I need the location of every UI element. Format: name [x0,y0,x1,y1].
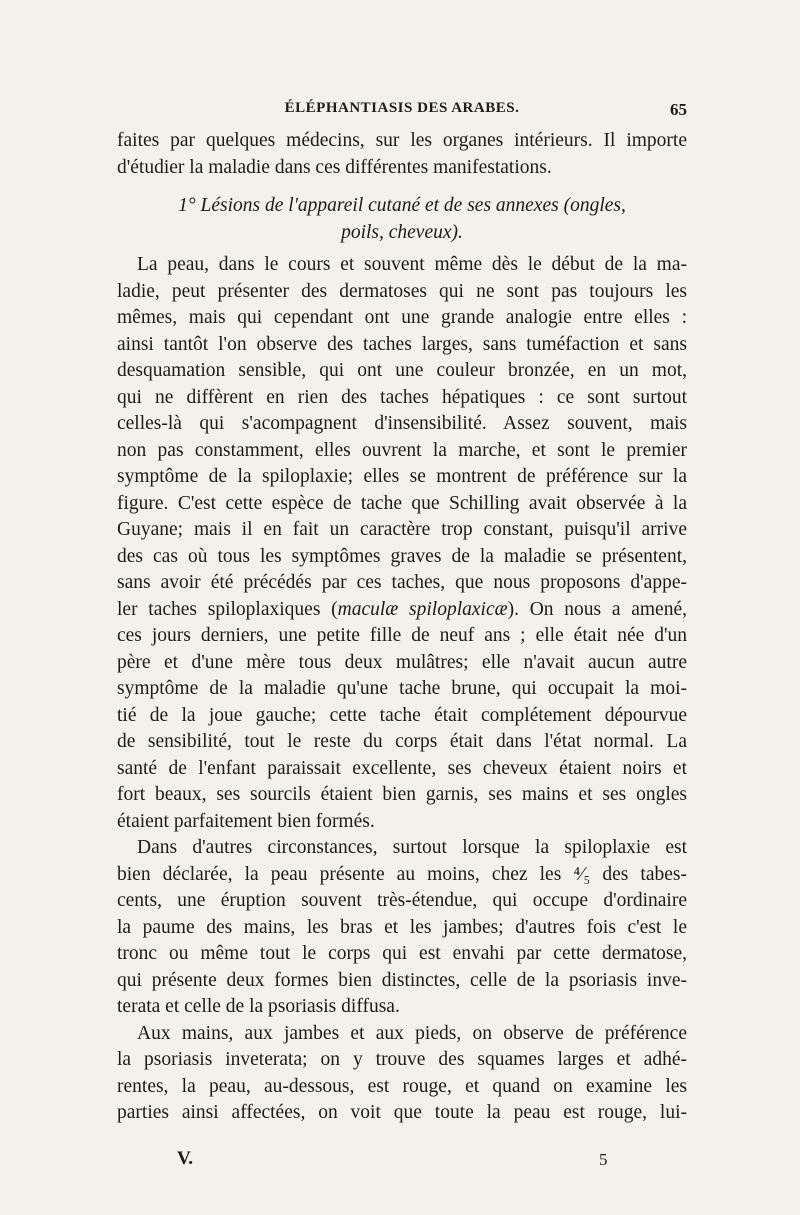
text-line: fort beaux, ses sourcils étaient bien garnis, ses mains et ses ongles [117,784,687,805]
text-line: cents, une éruption souvent très-étendue, qui occupe d'ordinaire [117,890,687,911]
fraction: ⁴⁄₅ [573,863,591,885]
text-line: tronc ou même tout le corps qui est envahi par cette dermatose, [117,943,687,964]
text-line: des cas où tous les symptômes graves de la maladie se présentent, [117,545,687,567]
signature-mark: V. [177,1148,194,1169]
text-line: terata et celle de la psoriasis diffusa. [117,996,400,1017]
text-line: desquamation sensible, qui ont une couleur bronzée, en un mot, [117,360,687,381]
text-line: la paume des mains, les bras et les jambes; d'autres fois c'est le [117,916,687,938]
text-line: qui présente deux formes bien distinctes, celle de la psoriasis inve- [117,969,687,991]
text-line: parties ainsi affectées, on voit que toute la peau est rouge, lui- [117,1102,687,1123]
text-line: rentes, la peau, au-dessous, est rouge, et quand on examine les [117,1075,687,1097]
text-line: symptôme de la spiloplaxie; elles se montrent de préférence sur la [117,466,687,487]
text-line: faites par quelques médecins, sur les organes intérieurs. Il importe [117,130,687,151]
text-line: père et d'une mère tous deux mulâtres; elle n'avait aucun autre [117,651,687,673]
text-line: ladie, peut présenter des dermatoses qui ne sont pas toujours les [117,280,687,302]
text-line: Dans d'autres circonstances, surtout lorsque la spiloplaxie est [137,837,687,858]
text-line: la psoriasis inveterata; on y trouve des squames larges et adhé- [117,1049,687,1070]
text-line [117,862,687,889]
text-line: La peau, dans le cours et souvent même dès le début de la ma- [137,254,687,275]
text-line: non pas constamment, elles ouvrent la marche, et sont le premier [117,439,687,461]
text-line: d'étudier la maladie dans ces différentes manifestations. [117,156,552,178]
text-line: santé de l'enfant paraissait excellente, ses cheveux étaient noirs et [117,757,687,779]
section-heading-line: poils, cheveux). [341,221,463,243]
text-line: symptôme de la maladie qu'une tache brune, qui occupait la moi- [117,678,687,699]
text-line: qui ne diffèrent en rien des taches hépatiques : ce sont surtout [117,386,687,408]
text-segment: ler taches spiloplaxiques ( [117,598,338,620]
text-line: celles-là qui s'acompagnent d'insensibilité. Assez souvent, mais [117,413,687,434]
section-heading-line: 1° Lésions de l'appareil cutané et de ses annexes (ongles, [178,195,626,216]
text-block [117,128,687,1127]
page-number: 65 [670,100,687,119]
text-line: étaient parfaitement bien formés. [117,810,375,832]
text-line: mêmes, mais qui cependant ont une grande analogie entre elles : [117,307,687,328]
text-line: figure. C'est cette espèce de tache que Schilling avait observée à la [117,492,687,514]
text-line: ainsi tantôt l'on observe des taches larges, sans tuméfaction et sans [117,333,687,355]
latin-term: maculæ spiloplaxicæ [337,598,508,620]
text-line: sans avoir été précédés par ces taches, que nous proposons d'appe- [117,572,687,593]
text-segment: bien déclarée, la peau présente au moins, chez les [117,863,574,885]
sheet-number: 5 [599,1150,608,1169]
running-title: ÉLÉPHANTIASIS DES ARABES. [284,100,520,116]
text-line: de sensibilité, tout le reste du corps était dans l'état normal. La [117,731,687,752]
text-line: ces jours derniers, une petite fille de neuf ans ; elle était née d'un [117,625,687,646]
text-line: Guyane; mais il en fait un caractère trop constant, puisqu'il arrive [117,519,687,540]
text-segment: des tabes- [590,863,687,885]
running-head [117,100,687,124]
text-line: Aux mains, aux jambes et aux pieds, on observe de préférence [137,1022,687,1044]
signature-row [117,1148,687,1172]
spacer [117,181,687,193]
text-line: tié de la joue gauche; cette tache était complétement dépourvue [117,704,687,726]
text-line [117,597,687,624]
text-segment: ). On nous a amené, [507,598,687,620]
